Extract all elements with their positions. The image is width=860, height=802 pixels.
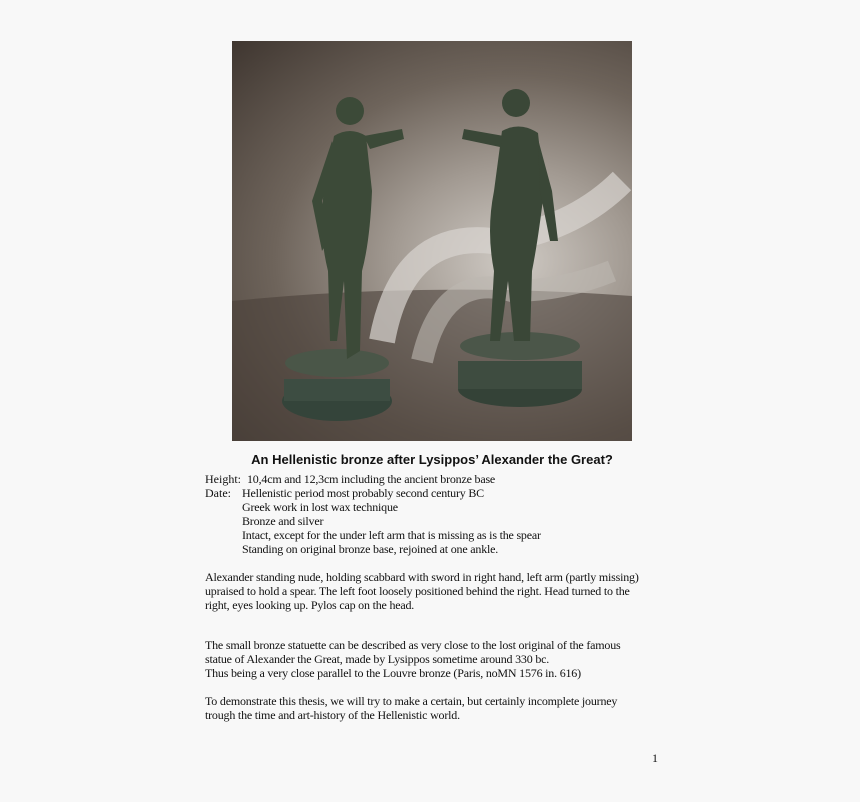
paragraph-line: Alexander standing nude, holding scabbard with sword in right hand, left arm (partly missing) [205, 570, 639, 584]
height-label: Height: [205, 472, 241, 486]
paragraph-line: right, eyes looking up. Pylos cap on the head. [205, 598, 415, 612]
document-title: An Hellenistic bronze after Lysippos’ Alexander the Great? [251, 452, 613, 467]
paragraph-line: Thus being a very close parallel to the Louvre bronze (Paris, noMN 1576 in. 616) [205, 666, 581, 680]
date-line: Greek work in lost wax technique [242, 500, 398, 514]
paragraph-line: upraised to hold a spear. The left foot loosely positioned behind the right. Head turned to the [205, 584, 630, 598]
paragraph-line: The small bronze statuette can be described as very close to the lost original of the famous [205, 638, 621, 652]
page-number: 1 [652, 751, 658, 765]
paragraph-line: To demonstrate this thesis, we will try to make a certain, but certainly incomplete journey [205, 694, 618, 708]
paragraph-line: trough the time and art-history of the Hellenistic world. [205, 708, 460, 722]
paragraph-line: statue of Alexander the Great, made by Lysippos sometime around 330 bc. [205, 652, 550, 666]
date-line: Hellenistic period most probably second century BC [242, 486, 484, 500]
date-label: Date: [205, 486, 231, 500]
date-line: Intact, except for the under left arm that is missing as is the spear [242, 528, 541, 542]
bronze-statuette-photo [232, 41, 632, 441]
height-value: 10,4cm and 12,3cm including the ancient bronze base [247, 472, 496, 486]
date-line: Standing on original bronze base, rejoined at one ankle. [242, 542, 499, 556]
date-line: Bronze and silver [242, 514, 324, 528]
